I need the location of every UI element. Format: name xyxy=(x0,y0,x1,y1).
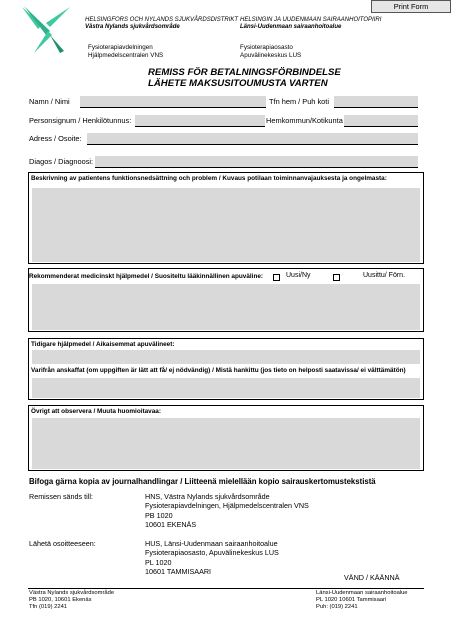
send-to-fi-line: Fysioterapiaosasto, Apuvälinekeskus LUS xyxy=(145,548,279,558)
header-left xyxy=(85,17,238,31)
footer-right-line: Länsi-Uudenmaan sairaanhoitoalue xyxy=(316,590,408,596)
attach-note: Bifoga gärna kopia av journalhandlingar / Liitteenä mielellään kopio sairauskertomustekstistä xyxy=(29,477,376,486)
recommended-field[interactable] xyxy=(32,284,420,330)
send-to-line: 10601 EKENÄS xyxy=(145,520,197,530)
other-label: Övrigt att observera / Muuta huomioitavaa: xyxy=(31,408,161,415)
send-to-label: Remissen sänds till: xyxy=(29,492,93,501)
personal-id-field[interactable] xyxy=(135,115,265,126)
send-to-fi-line: 10601 TAMMISAARI xyxy=(145,567,212,577)
right-dept-line2: Apuvälinekeskus LUS xyxy=(240,51,302,59)
municipality-label: Hemkommun/Kotikunta xyxy=(266,116,343,125)
footer-right-line: Puh: (019) 2241 xyxy=(316,604,358,610)
personal-id-label: Personsignum / Henkilötunnus: xyxy=(29,116,132,125)
header-right-district: HELSINGIN JA UUDENMAAN SAIRAANHOITOPIIRI xyxy=(240,17,382,23)
send-to-line: HNS, Västra Nylands sjukvårdsområde xyxy=(145,492,270,501)
send-to-fi-address xyxy=(145,539,279,577)
left-dept-line2: Hjälpmedelscentralen VNS xyxy=(88,51,164,59)
header-right-dept xyxy=(240,44,301,59)
replacement-checkbox[interactable] xyxy=(333,274,340,281)
footer-left xyxy=(29,590,114,611)
right-dept-line1: Fysioterapiaosasto xyxy=(240,44,293,51)
left-dept-line1: Fysioterapiavdelningen xyxy=(88,44,153,51)
footer-right-line: PL 1020 10601 Tammisaari xyxy=(316,597,387,603)
address-label: Adress / Osoite: xyxy=(29,134,82,143)
diagnosis-label: Diagos / Diagnoosi: xyxy=(29,157,94,166)
new-checkbox[interactable] xyxy=(273,274,280,281)
previous-field[interactable] xyxy=(32,350,420,364)
hus-logo-icon xyxy=(20,5,72,55)
name-field[interactable] xyxy=(80,96,266,107)
source-label: Varifrån anskaffat (om uppgiften är lätt att få/ ej nödvändig) / Mistä hankittu (jos tieto on helposti saatavissa/ ei välttämätön) xyxy=(31,367,406,374)
source-field[interactable] xyxy=(32,378,420,398)
new-option-label: Uusi/Ny xyxy=(286,272,311,279)
footer-left-line: Tfn (019) 2241 xyxy=(29,604,68,610)
diagnosis-field[interactable] xyxy=(95,156,418,167)
header-left-dept xyxy=(88,44,163,59)
footer-divider xyxy=(28,588,424,589)
print-form-button[interactable]: Print Form xyxy=(371,0,451,13)
send-to-address xyxy=(145,492,309,530)
phone-label: Tfn hem / Puh koti xyxy=(269,97,329,106)
description-field[interactable] xyxy=(32,188,420,262)
form-title xyxy=(148,68,341,89)
description-label: Beskrivning av patientens funktionsnedsättning och problem / Kuvaus potilaan toiminnanvajauksesta ja ongelmasta: xyxy=(31,175,387,182)
header-left-area: Västra Nylands sjukvårdsområde xyxy=(85,24,180,30)
municipality-field[interactable] xyxy=(344,115,418,126)
send-to-line: Fysioterapiavdelningen, Hjälpmedelscentralen VNS xyxy=(145,501,309,511)
send-to-fi-line: PL 1020 xyxy=(145,557,172,567)
footer-left-line: Västra Nylands sjukvårdsområde xyxy=(29,590,115,596)
footer-left-line: PB 1020, 10601 Ekenäs xyxy=(29,597,92,603)
send-to-line: PB 1020 xyxy=(145,510,173,520)
header-right-area: Länsi-Uudenmaan sairaanhoitoalue xyxy=(240,24,342,30)
send-to-fi-label: Lähetä osoitteeseen: xyxy=(29,539,96,548)
turn-page-note: VÄND / KÄÄNNÄ xyxy=(344,573,400,582)
header-right xyxy=(240,17,381,31)
title-sv: REMISS FÖR BETALNINGSFÖRBINDELSE xyxy=(148,67,341,78)
replacement-option-label: Uusittu/ Förn. xyxy=(363,272,406,279)
phone-field[interactable] xyxy=(334,96,418,107)
title-fi: LÄHETE MAKSUSITOUMUSTA VARTEN xyxy=(148,77,328,89)
send-to-fi-line: HUS, Länsi-Uudenmaan sairaanhoitoalue xyxy=(145,539,278,548)
other-field[interactable] xyxy=(32,418,420,469)
address-field[interactable] xyxy=(87,133,418,144)
name-label: Namn / Nimi xyxy=(29,97,70,106)
recommended-label: Rekommenderat medicinskt hjälpmedel / Suositeltu lääkinnällinen apuväline: xyxy=(29,273,264,280)
header-left-district: HELSINGFORS OCH NYLANDS SJUKVÅRDSDISTRIKT xyxy=(85,17,239,23)
previous-label: Tidigare hjälpmedel / Aikaisemmat apuvälineet: xyxy=(31,341,175,348)
footer-right xyxy=(316,590,408,611)
